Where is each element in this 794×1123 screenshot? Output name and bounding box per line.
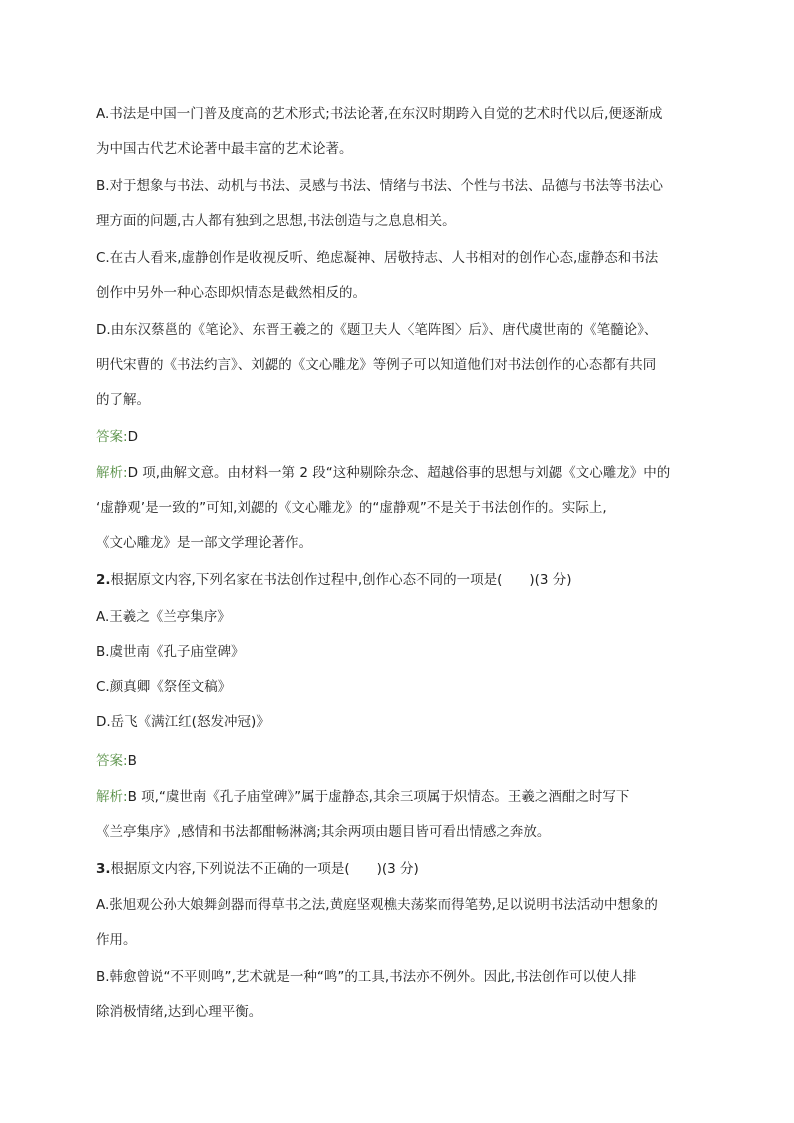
- answer-value: D: [127, 429, 138, 445]
- option-a: A.王羲之《兰亭集序》: [96, 609, 231, 625]
- text-line: A.张旭观公孙大娘舞剑器而得草书之法,黄庭坚观樵夫荡桨而得笔势,足以说明书法活动中想象的: [96, 897, 658, 913]
- text-line: 《文心雕龙》是一部文学理论著作。: [96, 535, 312, 551]
- q2-answer: [96, 744, 706, 779]
- option-b: B.虞世南《孔子庙堂碑》: [96, 644, 245, 660]
- q1-option-a: [96, 97, 706, 167]
- analysis-label: 解析:: [96, 789, 128, 805]
- q1-option-d: [96, 313, 706, 418]
- text-line: 作用。: [96, 932, 137, 948]
- text-line: B.韩愈曾说“不平则鸣”,艺术就是一种“鸣”的工具,书法亦不例外。因此,书法创作可以使人排: [96, 969, 637, 985]
- answer-label: 答案:: [96, 429, 128, 445]
- question-number: 2.: [96, 572, 111, 588]
- text-line: B.对于想象与书法、动机与书法、灵感与书法、情绪与书法、个性与书法、品德与书法等书法心: [96, 178, 664, 194]
- question-stem: 根据原文内容,下列名家在书法创作过程中,创作心态不同的一项是( )(3 分): [110, 572, 572, 588]
- text-line: ‘虚静观’是一致的”可知,刘勰的《文心雕龙》的“虚静观”不是关于书法创作的。实际上,: [96, 500, 607, 516]
- text-line: B 项,“虞世南《孔子庙堂碑》”属于虚静态,其余三项属于炽情态。王羲之酒酣之时写下: [127, 789, 630, 805]
- option-d: D.岳飞《满江红(怒发冲冠)》: [96, 714, 270, 730]
- text-line: 创作中另外一种心态即炽情态是截然相反的。: [96, 285, 366, 301]
- q3-option-b: [96, 960, 706, 1030]
- q3-stem: [96, 852, 706, 887]
- analysis-label: 解析:: [96, 465, 128, 481]
- text-line: 明代宋曹的《书法约言》、刘勰的《文心雕龙》等例子可以知道他们对书法创作的心态都有共同: [96, 357, 657, 373]
- q1-option-b: [96, 169, 706, 239]
- q1-answer: [96, 420, 706, 455]
- q1-analysis: [96, 456, 706, 561]
- q2-analysis: [96, 780, 706, 850]
- text-line: 为中国古代艺术论著中最丰富的艺术论著。: [96, 141, 353, 157]
- text-line: 除消极情绪,达到心理平衡。: [96, 1004, 263, 1020]
- text-line: 理方面的问题,古人都有独到之思想,书法创造与之息息相关。: [96, 213, 456, 229]
- q1-option-c: [96, 241, 706, 311]
- answer-value: B: [127, 753, 137, 769]
- text-line: D 项,曲解文意。由材料一第 2 段“这种剔除杂念、超越俗事的思想与刘勰《文心雕龙》中的: [127, 465, 671, 481]
- q2-stem: [96, 563, 706, 598]
- text-line: A.书法是中国一门普及度高的艺术形式;书法论著,在东汉时期跨入自觉的艺术时代以后,便逐渐成: [96, 106, 663, 122]
- question-stem: 根据原文内容,下列说法不正确的一项是( )(3 分): [110, 861, 419, 877]
- text-line: 《兰亭集序》,感情和书法都酣畅淋漓;其余两项由题目皆可看出情感之奔放。: [96, 824, 551, 840]
- text-line: 的了解。: [96, 392, 150, 408]
- q3-option-a: [96, 888, 706, 958]
- answer-label: 答案:: [96, 753, 128, 769]
- text-line: C.在古人看来,虚静创作是收视反听、绝虑凝神、居敬持志、人书相对的创作心态,虚静态和书法: [96, 250, 659, 266]
- option-c: C.颜真卿《祭侄文稿》: [96, 679, 232, 695]
- text-line: D.由东汉蔡邕的《笔论》、东晋王羲之的《题卫夫人〈笔阵图〉后》、唐代虞世南的《笔髓论》、: [96, 322, 658, 338]
- q2-options: [96, 600, 706, 740]
- question-number: 3.: [96, 861, 111, 877]
